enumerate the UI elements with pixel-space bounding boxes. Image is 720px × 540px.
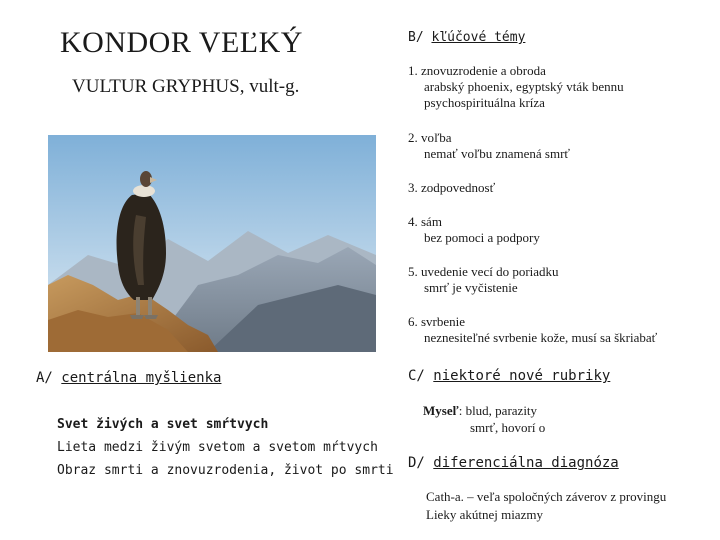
section-a-line-bold: Svet živých a svet smŕtvych — [57, 417, 269, 432]
section-b — [408, 30, 658, 345]
condor-photo-icon — [48, 135, 376, 352]
section-b-header — [408, 30, 525, 45]
section-b-prefix: B/ — [408, 30, 432, 45]
section-a-line: Obraz smrti a znovuzrodenia, život po smrti — [57, 463, 394, 478]
page-subtitle: VULTUR GRYPHUS, vult-g. — [72, 76, 300, 97]
item-sub: smrť je vyčistenie — [424, 280, 518, 295]
section-c-heading: niektoré nové rubriky — [433, 368, 611, 384]
section-a-line: Lieta medzi živým svetom a svetom mŕtvych — [57, 440, 378, 455]
section-c-line-rest: : blud, parazity — [458, 403, 538, 418]
section-a-prefix: A/ — [36, 370, 62, 386]
section-a-header — [36, 370, 221, 386]
page-title: KONDOR VEĽKÝ — [60, 26, 303, 59]
section-c-header — [408, 368, 610, 384]
section-c-line: smrť, hovorí o — [470, 420, 546, 435]
item-label: 4. sám — [408, 214, 442, 229]
item-sub: arabský phoenix, egyptský vták bennu — [424, 79, 624, 94]
item-sub: psychospirituálna kríza — [424, 95, 545, 110]
item-label: 6. svrbenie — [408, 314, 466, 329]
item-sub: neznesiteľné svrbenie kože, musí sa škriabať — [424, 330, 658, 345]
section-a-heading: centrálna myšlienka — [61, 370, 222, 386]
section-d-prefix: D/ — [408, 455, 434, 471]
section-c-bold-label: Myseľ — [423, 403, 459, 418]
item-label: 1. znovuzrodenie a obroda — [408, 63, 546, 78]
section-d-heading: diferenciálna diagnóza — [433, 455, 619, 471]
list-item — [408, 180, 495, 196]
list-item — [408, 314, 657, 346]
list-item — [408, 214, 540, 246]
section-c-line — [423, 403, 537, 419]
item-label: 2. voľba — [408, 130, 452, 145]
item-label: 5. uvedenie vecí do poriadku — [408, 264, 559, 279]
list-item — [408, 130, 570, 162]
item-label: 3. zodpovednosť — [408, 180, 496, 195]
list-item — [408, 264, 559, 296]
item-sub: bez pomoci a podpory — [424, 230, 540, 245]
condor-photo — [48, 135, 376, 352]
section-c-prefix: C/ — [408, 368, 434, 384]
section-d-header — [408, 455, 619, 471]
section-d-line: Lieky akútnej miazmy — [426, 507, 543, 522]
section-d-line: Cath-a. – veľa spoločných záverov z provingu — [426, 489, 667, 504]
list-item — [408, 63, 624, 111]
section-b-heading: kľúčové témy — [431, 30, 526, 45]
item-sub: nemať voľbu znamená smrť — [424, 146, 570, 161]
